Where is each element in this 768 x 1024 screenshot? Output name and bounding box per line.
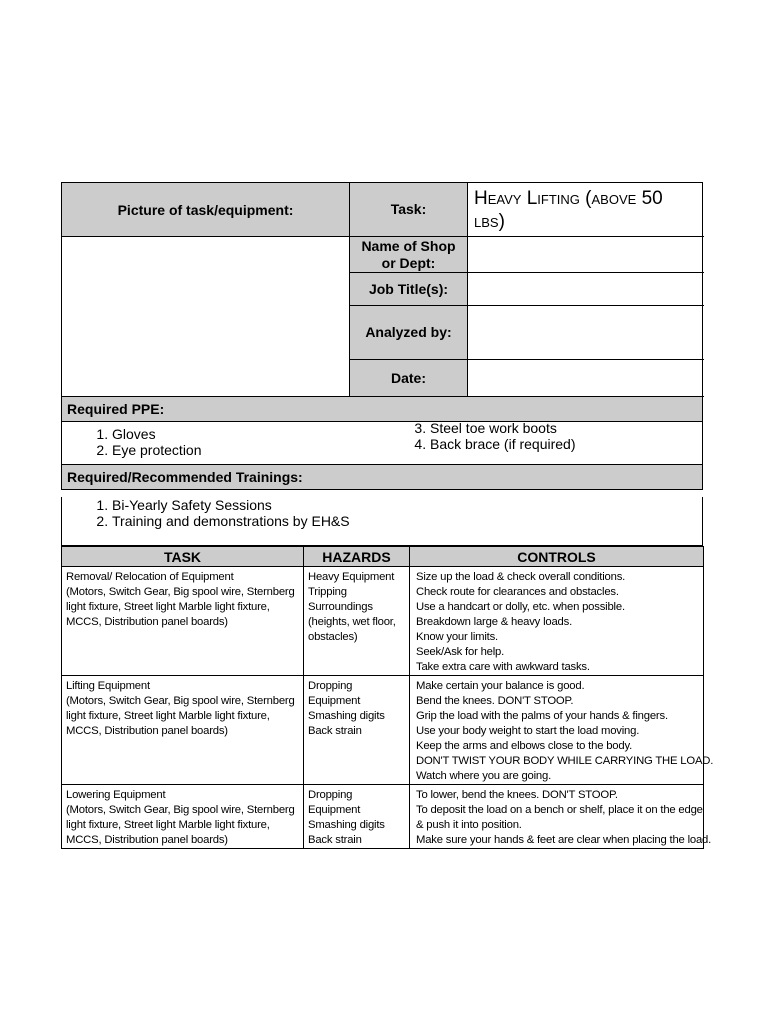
text-line: Smashing digits bbox=[308, 710, 385, 722]
text-line: Check route for clearances and obstacles. bbox=[416, 586, 619, 598]
text-line: (heights, wet floor, bbox=[308, 616, 396, 628]
column-header-controls: CONTROLS bbox=[410, 547, 704, 567]
text-line: Dropping bbox=[308, 789, 353, 801]
task-cell bbox=[62, 567, 304, 676]
text-line: Smashing digits bbox=[308, 819, 385, 831]
text-line: Heavy Equipment bbox=[308, 571, 395, 583]
column-header-hazards: HAZARDS bbox=[304, 547, 410, 567]
text-line: Lowering Equipment bbox=[66, 789, 166, 801]
text-line: (Motors, Switch Gear, Big spool wire, Sternberg bbox=[66, 586, 295, 598]
hazards-cell bbox=[304, 785, 410, 849]
ppe-heading: Required PPE: bbox=[61, 397, 703, 422]
text-line: Watch where you are going. bbox=[416, 770, 552, 782]
text-line: Equipment bbox=[308, 695, 361, 707]
text-line: Back strain bbox=[308, 725, 362, 737]
task-label: Task: bbox=[350, 183, 468, 237]
hazards-cell bbox=[304, 567, 410, 676]
text-line: & push it into position. bbox=[416, 819, 522, 831]
text-line: MCCS, Distribution panel boards) bbox=[66, 725, 228, 737]
text-line: MCCS, Distribution panel boards) bbox=[66, 616, 228, 628]
task-cell bbox=[62, 785, 304, 849]
trainings-heading: Required/Recommended Trainings: bbox=[61, 465, 703, 490]
list-item: 3. Steel toe work boots bbox=[430, 420, 704, 436]
text-line: (Motors, Switch Gear, Big spool wire, Sternberg bbox=[66, 804, 295, 816]
text-line: Know your limits. bbox=[416, 631, 498, 643]
table-row bbox=[62, 567, 704, 676]
text-line: Use a handcart or dolly, etc. when possible. bbox=[416, 601, 625, 613]
text-line: Make certain your balance is good. bbox=[416, 680, 585, 692]
list-item: 1. Bi-Yearly Safety Sessions bbox=[112, 497, 702, 513]
ppe-list-right bbox=[382, 420, 704, 464]
picture-area bbox=[62, 237, 350, 397]
date-field[interactable] bbox=[468, 360, 704, 397]
text-line: Back strain bbox=[308, 834, 362, 846]
text-line: Grip the load with the palms of your hands & fingers. bbox=[416, 710, 668, 722]
trainings-list bbox=[61, 497, 703, 546]
job-title-field[interactable] bbox=[468, 273, 704, 306]
shop-label: Name of Shop or Dept: bbox=[350, 237, 468, 273]
analyzed-by-field[interactable] bbox=[468, 306, 704, 360]
analyzed-by-label: Analyzed by: bbox=[350, 306, 468, 360]
text-line: obstacles) bbox=[308, 631, 358, 643]
text-line: Equipment bbox=[308, 804, 361, 816]
job-hazard-analysis-form bbox=[61, 182, 714, 849]
text-line: DON'T TWIST YOUR BODY WHILE CARRYING THE LOAD. bbox=[416, 755, 714, 767]
task-hazard-table bbox=[61, 546, 714, 849]
text-line: Take extra care with awkward tasks. bbox=[416, 661, 590, 673]
text-line: (Motors, Switch Gear, Big spool wire, Sternberg bbox=[66, 695, 295, 707]
ppe-list bbox=[61, 422, 703, 465]
picture-label: Picture of task/equipment: bbox=[62, 183, 350, 237]
text-line: Make sure your hands & feet are clear when placing the load. bbox=[416, 834, 712, 846]
trainings-ordered-list bbox=[62, 497, 702, 529]
controls-cell bbox=[410, 676, 714, 785]
date-label: Date: bbox=[350, 360, 468, 397]
text-line: Tripping bbox=[308, 586, 347, 598]
shop-field[interactable] bbox=[468, 237, 704, 273]
form-header bbox=[61, 182, 703, 397]
text-line: Seek/Ask for help. bbox=[416, 646, 505, 658]
text-line: Size up the load & check overall conditions. bbox=[416, 571, 626, 583]
job-title-label: Job Title(s): bbox=[350, 273, 468, 306]
task-cell bbox=[62, 676, 304, 785]
controls-cell bbox=[410, 785, 712, 849]
text-line: Keep the arms and elbows close to the body. bbox=[416, 740, 633, 752]
table-row bbox=[62, 785, 704, 849]
text-line: To lower, bend the knees. DON'T STOOP. bbox=[416, 789, 618, 801]
text-line: light fixture, Street light Marble light fixture, bbox=[66, 601, 270, 613]
list-item: 4. Back brace (if required) bbox=[430, 436, 704, 452]
text-line: Breakdown large & heavy loads. bbox=[416, 616, 573, 628]
text-line: light fixture, Street light Marble light fixture, bbox=[66, 710, 270, 722]
list-item: 2. Eye protection bbox=[112, 442, 382, 458]
text-line: Surroundings bbox=[308, 601, 373, 613]
ppe-list-left bbox=[62, 426, 382, 464]
controls-cell bbox=[410, 567, 704, 676]
column-header-task: TASK bbox=[62, 547, 304, 567]
table-row bbox=[62, 676, 704, 785]
text-line: Lifting Equipment bbox=[66, 680, 150, 692]
text-line: MCCS, Distribution panel boards) bbox=[66, 834, 228, 846]
text-line: Removal/ Relocation of Equipment bbox=[66, 571, 234, 583]
text-line: light fixture, Street light Marble light fixture, bbox=[66, 819, 270, 831]
text-line: Dropping bbox=[308, 680, 353, 692]
text-line: To deposit the load on a bench or shelf, place it on the edge bbox=[416, 804, 703, 816]
list-item: 1. Gloves bbox=[112, 426, 382, 442]
hazards-cell bbox=[304, 676, 410, 785]
task-value: Heavy Lifting (above 50 lbs) bbox=[468, 183, 704, 237]
text-line: Bend the knees. DON'T STOOP. bbox=[416, 695, 574, 707]
text-line: Use your body weight to start the load moving. bbox=[416, 725, 640, 737]
list-item: 2. Training and demonstrations by EH&S bbox=[112, 513, 702, 529]
